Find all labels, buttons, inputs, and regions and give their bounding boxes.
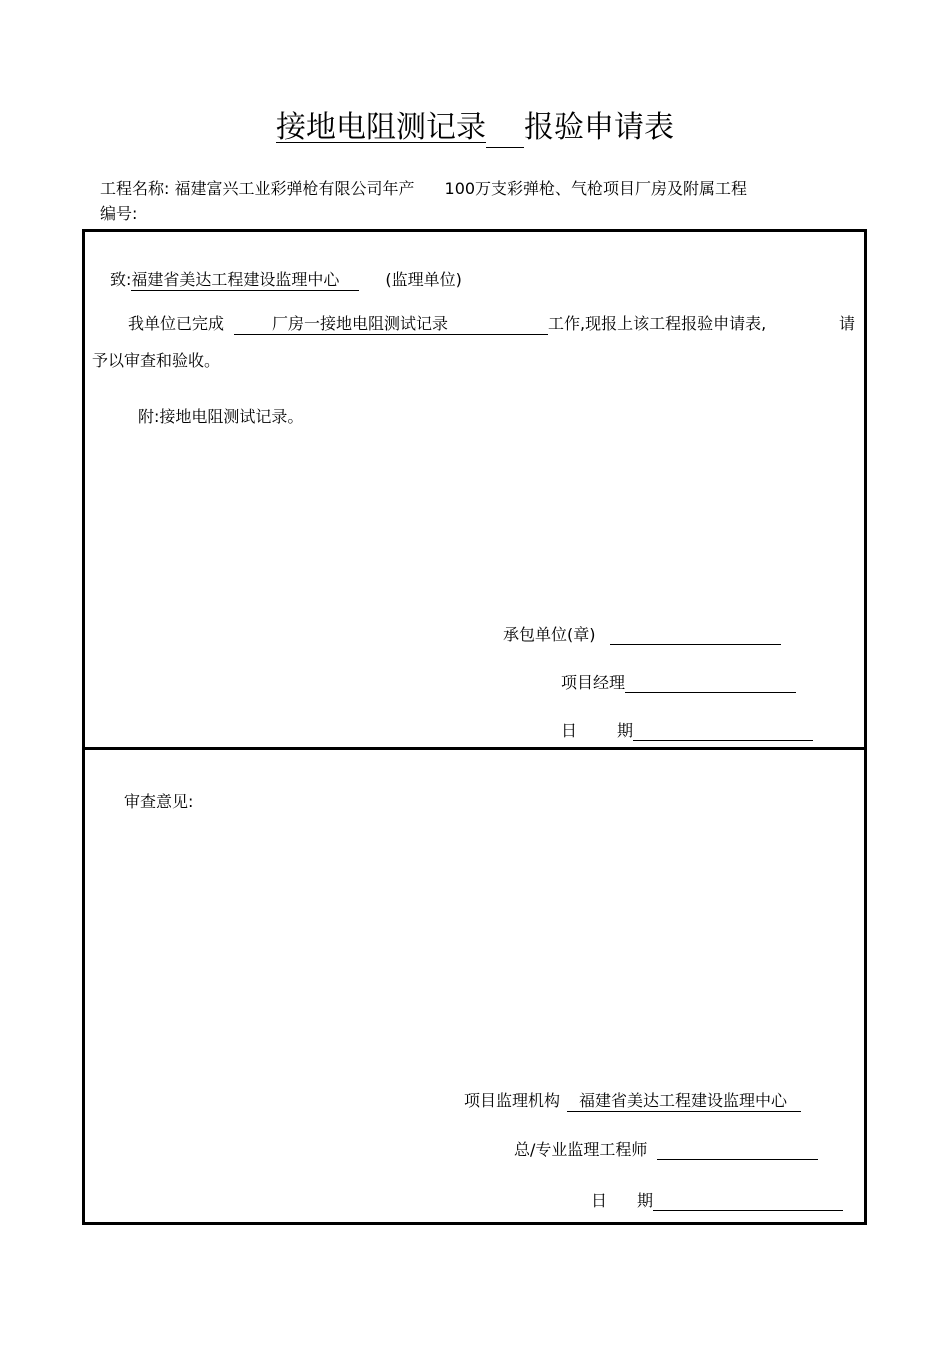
supervision-org-name: 福建省美达工程建设监理中心 <box>567 1091 801 1112</box>
addressee-role: (监理单位) <box>385 270 462 289</box>
review-opinion-label: 审查意见: <box>124 792 194 811</box>
title-record-name: 接地电阻测记录 <box>276 110 486 145</box>
contractor-label: 承包单位(章) <box>503 625 596 644</box>
form-title <box>0 108 950 148</box>
manager-signature-line <box>625 673 796 693</box>
review-date-line <box>653 1191 843 1211</box>
form-number-label: 编号: <box>100 204 138 223</box>
attachment-note: 附:接地电阻测试记录。 <box>138 407 304 426</box>
request-continuation: 予以审查和验收。 <box>92 351 221 370</box>
request-end: 请 <box>839 314 856 333</box>
date-label-period: 期 <box>617 721 634 740</box>
application-date-line <box>633 721 813 741</box>
engineer-signature-line <box>657 1140 818 1160</box>
addressee-row <box>110 270 462 291</box>
review-date-row <box>591 1191 843 1211</box>
project-name-part-b: 100万支彩弹枪、气枪项目厂房及附属工程 <box>444 179 748 198</box>
completed-work-row <box>128 314 766 335</box>
addressee-unit: 福建省美达工程建设监理中心 <box>131 270 359 291</box>
title-form-type: 报验申请表 <box>524 110 674 145</box>
manager-row <box>561 673 796 693</box>
review-date-label-day: 日 <box>591 1191 608 1210</box>
title-underline-gap <box>486 116 524 148</box>
date-label-day: 日 <box>561 721 578 740</box>
contractor-signature-line <box>610 625 781 645</box>
addressee-label: 致: <box>110 270 132 289</box>
completed-prefix: 我单位已完成 <box>128 314 225 333</box>
engineer-label: 总/专业监理工程师 <box>514 1140 648 1159</box>
manager-label: 项目经理 <box>561 673 626 692</box>
supervision-org-row <box>464 1091 801 1112</box>
completed-work-field: 厂房一接地电阻测试记录 <box>234 314 548 335</box>
project-name-label: 工程名称: <box>100 179 170 198</box>
contractor-row <box>503 625 781 645</box>
engineer-row <box>514 1140 818 1160</box>
project-name-part-a: 福建富兴工业彩弹枪有限公司年产 <box>174 179 415 198</box>
section-divider <box>82 747 867 750</box>
supervision-org-label: 项目监理机构 <box>464 1091 561 1110</box>
application-date-row <box>561 721 813 741</box>
completed-suffix: 工作,现报上该工程报验申请表, <box>548 314 767 333</box>
project-name-row <box>100 179 747 199</box>
review-date-label-period: 期 <box>637 1191 654 1210</box>
